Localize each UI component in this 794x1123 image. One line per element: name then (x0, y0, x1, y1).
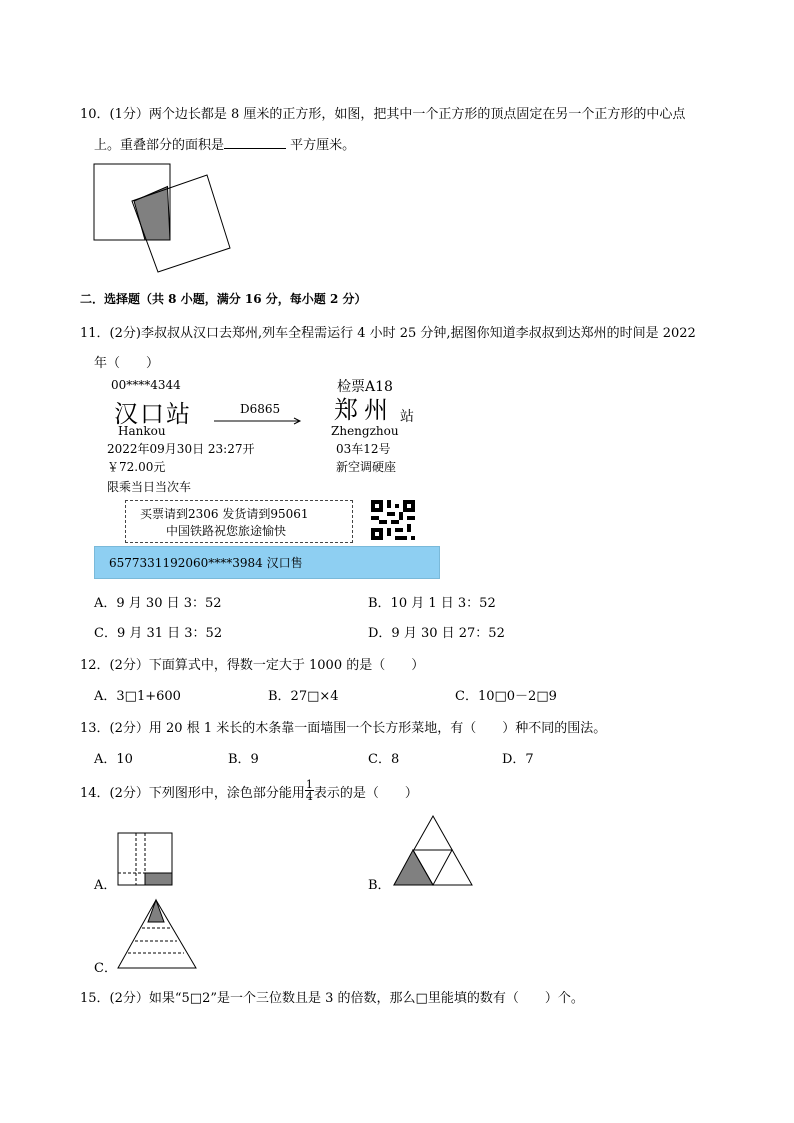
ticket-arrow-icon (212, 416, 304, 426)
ticket-from-en: Hankou (118, 424, 166, 438)
q11-option-b[interactable]: B．10 月 1 日 3：52 (368, 596, 496, 611)
ticket-bottom-bar (94, 546, 440, 579)
q14-option-b[interactable]: B． (368, 878, 391, 893)
q14-text (80, 778, 418, 805)
ticket-notice-line2: 中国铁路祝您旅途愉快 (166, 524, 287, 538)
q14-figure-a[interactable] (116, 831, 176, 887)
q13-option-d[interactable]: D．7 (502, 752, 534, 767)
q10-answer-blank[interactable] (224, 136, 286, 149)
section-heading: 二．选择题（共 8 小题，满分 16 分，每小题 2 分） (80, 292, 367, 306)
ticket-to-suffix: 站 (400, 409, 414, 425)
q12-option-b[interactable]: B．27□×4 (268, 689, 339, 704)
q10-line2-post: 平方厘米。 (290, 138, 356, 153)
q11-option-d[interactable]: D．9 月 30 日 27：52 (368, 626, 505, 641)
q11-option-a[interactable]: A．9 月 30 日 3：52 (94, 596, 222, 611)
q14-frac-numerator: 1 (305, 778, 313, 791)
ticket-notice-line1: 买票请到2306 发货请到95061 (140, 507, 309, 521)
q10-line2-pre: 上。重叠部分的面积是 (94, 138, 225, 153)
qr-code-icon (371, 500, 415, 540)
ticket-note: 限乘当日当次车 (107, 480, 192, 494)
ticket-datetime: 2022年09月30日 23:27开 (107, 442, 255, 456)
q14-frac-denominator: 4 (305, 790, 313, 803)
q12-option-c[interactable]: C．10□0－2□9 (455, 689, 557, 704)
q13-option-b[interactable]: B．9 (228, 752, 259, 767)
train-ticket-image (94, 374, 440, 580)
q14-fraction (305, 779, 314, 802)
ticket-seat: 03车12号 (336, 442, 391, 456)
q12-option-a[interactable]: A．3□1+600 (94, 689, 181, 704)
q10-line2 (94, 134, 355, 153)
ticket-gate: 检票A18 (337, 379, 393, 395)
ticket-notice-box (125, 500, 353, 543)
q13-option-a[interactable]: A．10 (94, 752, 133, 767)
q11-line2: 年（ ） (94, 356, 160, 371)
q11-line1: 11．(2分)李叔叔从汉口去郑州,列车全程需运行 4 小时 25 分钟,据图你知道李叔叔到达郑州的时间是 2022 (80, 326, 696, 341)
ticket-seat-class: 新空调硬座 (336, 460, 397, 474)
q14-option-c[interactable]: C． (94, 961, 117, 976)
q14-figure-b[interactable] (390, 814, 476, 888)
q13-option-c[interactable]: C．8 (368, 752, 400, 767)
ticket-to: 郑州 (334, 396, 394, 424)
ticket-from: 汉口站 (114, 400, 192, 428)
q14-text-post: 表示的是（ ） (313, 786, 418, 801)
ticket-bar-text: 6577331192060****3984 汉口售 (109, 556, 303, 570)
q13-text: 13．(2分）用 20 根 1 米长的木条靠一面墙围一个长方形菜地，有（ ）种不同的围法。 (80, 721, 607, 736)
q14-text-pre: 14．(2分）下列图形中，涂色部分能用 (80, 786, 305, 801)
q14-option-a[interactable]: A． (94, 878, 117, 893)
q11-option-c[interactable]: C．9 月 31 日 3：52 (94, 626, 223, 641)
q15-text: 15．(2分）如果“5□2”是一个三位数且是 3 的倍数，那么□里能填的数有（ ）个。 (80, 991, 584, 1006)
ticket-train-no: D6865 (240, 402, 281, 416)
q14-figure-c[interactable] (116, 898, 200, 972)
q12-text: 12．(2分）下面算式中，得数一定大于 1000 的是（ ） (80, 658, 425, 673)
q10-line1: 10．(1分）两个边长都是 8 厘米的正方形，如图，把其中一个正方形的顶点固定在另一个正方形的中心点 (80, 107, 686, 122)
ticket-to-en: Zhengzhou (331, 424, 399, 438)
ticket-price: ￥72.00元 (107, 460, 166, 474)
ticket-serial: 00****4344 (111, 378, 181, 392)
overlapping-squares-figure (90, 160, 240, 280)
